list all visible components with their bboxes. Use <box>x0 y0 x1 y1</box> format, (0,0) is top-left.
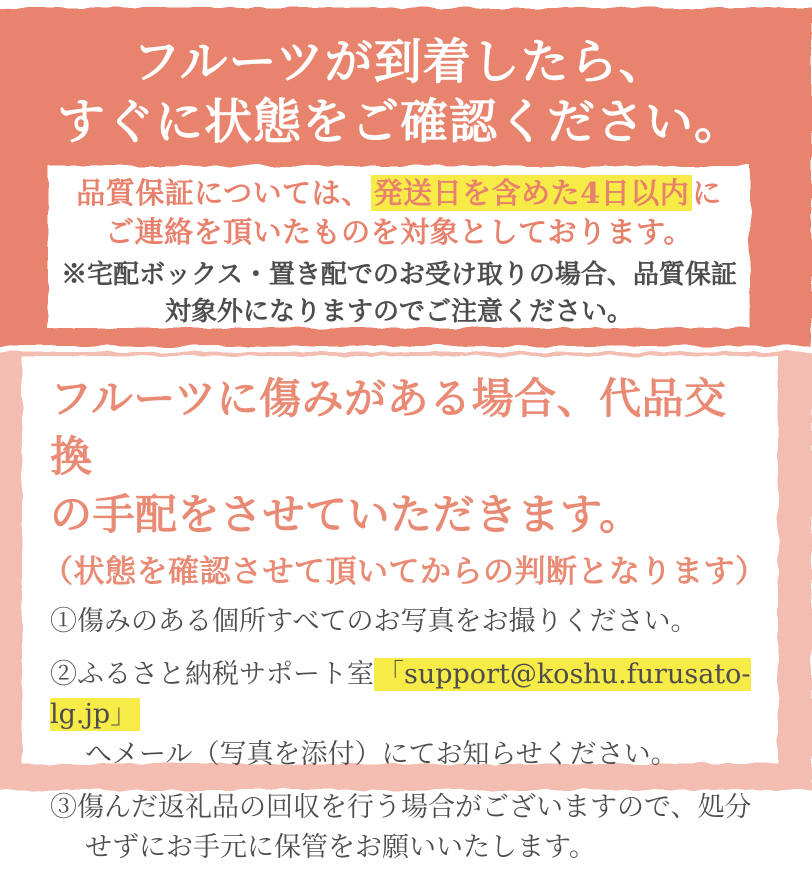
arrival-check-heading-line1: フルーツが到着したら、 <box>132 34 668 90</box>
exchange-info-content <box>42 370 767 881</box>
claim-steps-list <box>50 602 756 868</box>
delivery-box-caution-line1: ※宅配ボックス・置き配でのお受け取りの場合、品質保証 <box>61 260 737 290</box>
quality-notice-highlight: 発送日を含めた4日以内 <box>371 175 693 211</box>
claim-step-2-number: ② <box>50 659 77 690</box>
claim-step-3 <box>50 788 756 868</box>
claim-step-1 <box>50 602 756 642</box>
quality-notice-line1-suffix: に <box>692 176 722 210</box>
quality-notice-line1-prefix: 品質保証については、 <box>76 176 371 210</box>
arrival-check-heading <box>0 32 800 152</box>
support-email-highlight: 「support@koshu.furusato-lg.jp」 <box>50 659 751 730</box>
exchange-subheading: （状態を確認させて頂いてからの判断となります） <box>42 554 767 590</box>
quality-notice-line2: ご連絡を頂いたものを対象としております。 <box>105 215 693 249</box>
arrival-check-heading-line2: すぐに状態をご確認ください。 <box>56 94 743 150</box>
quality-notice-content <box>48 174 750 331</box>
claim-step-1-number: ① <box>50 606 77 637</box>
claim-step-3-number: ③ <box>50 792 77 823</box>
claim-step-3-line1 <box>50 788 756 828</box>
claim-step-2-line1 <box>50 655 756 735</box>
delivery-box-caution-line2: 対象外になりますのでご注意ください。 <box>164 297 633 327</box>
quality-notice-line1 <box>48 174 750 213</box>
claim-step-3-line2: せずにお手元に保管をお願いいたします。 <box>85 832 596 863</box>
claim-step-1-text: 傷みのある個所すべてのお写真をお撮りください。 <box>77 606 698 637</box>
claim-step-2-prefix: ふるさと納税サポート室 <box>77 659 374 690</box>
exchange-heading-line2: の手配をさせていただきます。 <box>50 490 642 539</box>
exchange-heading <box>50 370 756 544</box>
claim-step-2 <box>50 655 756 775</box>
claim-step-2-line2: へメール（写真を添付）にてお知らせください。 <box>85 739 678 770</box>
claim-step-3-text: 傷んだ返礼品の回収を行う場合がございますので、処分 <box>77 792 752 823</box>
exchange-heading-line1: フルーツに傷みがある場合、代品交換 <box>50 374 727 481</box>
